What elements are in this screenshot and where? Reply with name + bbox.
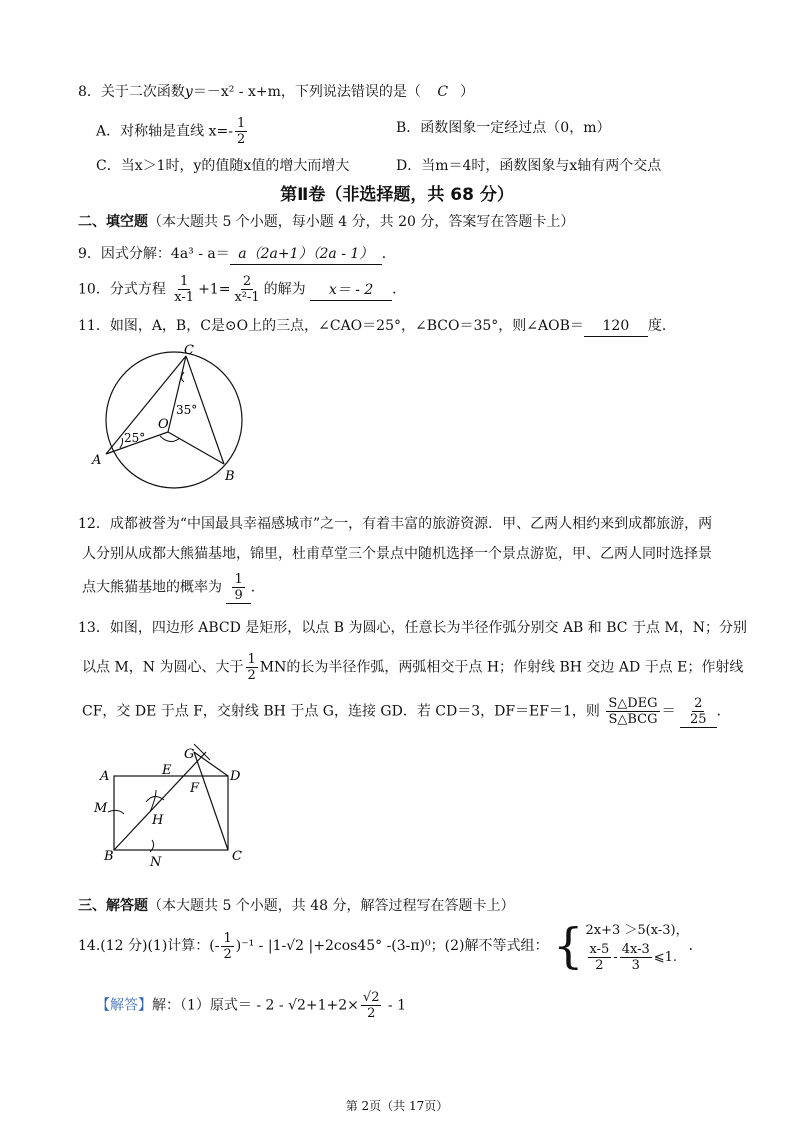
q12-line2: 人分别从成都大熊猫基地，锦里，杜甫草堂三个景点中随机选择一个景点游览，甲、乙两人同时选择景 — [82, 546, 712, 562]
inequality-system: { 2x+3 ＞5(x-3)， $\frac{x-5}{2}$ - $\frac{4x-3}{3}$ ⩽1. — [552, 918, 689, 974]
q13-figure — [90, 742, 260, 872]
q8-option-d: D．当m＝4时，函数图象与x轴有两个交点 — [396, 158, 662, 174]
section2-title: 第Ⅱ卷（非选择题，共 68 分） — [280, 185, 514, 205]
solution: 【解答】解：（1）原式＝ - 2 - √2+1+2× $\frac{√2}{2}$ - 1 — [96, 990, 407, 1021]
part2-heading: 二、填空题（本大题共 5 个小题，每小题 4 分，共 20 分，答案写在答题卡上） — [78, 214, 575, 230]
label-d: D — [230, 769, 241, 784]
q11-answer: 120 — [584, 316, 648, 337]
q13-line1: 13．如图，四边形 ABCD 是矩形，以点 B 为圆心，任意长为半径作弧分别交 AB 和 BC 于点 M，N；分别 — [78, 620, 747, 636]
q11: 11．如图，A，B，C是⊙O上的三点，∠CAO＝25°，∠BCO＝35°，则∠AOB＝ 120 度． — [78, 316, 676, 337]
q13-line3: CF，交 DE 于点 F，交射线 BH 于点 G，连接 GD．若 CD＝3，DF＝EF＝1，则 $\frac{\text{S△DEG}}{\text{S△BCG}}$ ＝ $\frac{2}{25}$ ． — [82, 696, 731, 727]
q11-figure — [88, 344, 258, 494]
q8-option-c: C．当x＞1时，y的值随x值的增大而增大 — [96, 158, 350, 174]
label-c: C — [184, 344, 194, 358]
q13-line2: 以点 M，N 为圆心、大于 $\frac{1}{2}$ MN的长为半径作弧，两弧相交于点 H；作射线 BH 交边 AD 于点 E；作射线 — [82, 652, 744, 683]
q12-line3: 点大熊猫基地的概率为 $\frac{1}{9}$ ． — [82, 572, 265, 603]
part3-heading: 三、解答题（本大题共 5 个小题，共 48 分，解答过程写在答题卡上） — [78, 898, 515, 914]
label-b: B — [225, 469, 235, 484]
label-a: A — [92, 453, 102, 468]
q12-line1: 12．成都被誉为“中国最具幸福感城市”之一，有着丰富的旅游资源．甲、乙两人相约来到成都旅游，两 — [78, 516, 713, 532]
q12-answer: $\frac{1}{9}$ — [226, 572, 250, 604]
q8-option-a: A．对称轴是直线 x=- $\frac{1}{2}$ — [96, 116, 246, 147]
q9-answer: a（2a+1）（2a - 1） — [230, 244, 382, 265]
q8-stem: 8．关于二次函数y＝－x² - x+m，下列说法错误的是（ C ） — [78, 84, 475, 100]
label-h: H — [152, 813, 164, 828]
rectangle-abcd — [114, 776, 228, 850]
label-a: A — [100, 769, 110, 784]
label-c: C — [232, 849, 242, 864]
q8-option-b: B．函数图象一定经过点（0，m） — [396, 120, 611, 136]
label-e: E — [162, 763, 172, 778]
label-b: B — [104, 849, 114, 864]
q13-answer: $\frac{2}{25}$ — [680, 696, 717, 728]
angle-35: 35° — [176, 403, 198, 417]
label-n: N — [150, 855, 162, 870]
label-g: G — [184, 747, 195, 762]
label-f: F — [190, 781, 200, 796]
page-footer: 第 2页（共 17页） — [345, 1099, 449, 1113]
solution-label: 【解答】 — [96, 997, 152, 1014]
q10-answer: x＝ - 2 — [310, 280, 392, 301]
label-o: O — [158, 417, 169, 432]
label-m: M — [94, 801, 108, 816]
q8-answer: C — [437, 84, 449, 100]
circle-o — [106, 352, 242, 488]
q10: 10．分式方程 $\frac{1}{x-1}$ +1= $\frac{2}{\text{x²-1}}$ 的解为 x＝ - 2 ． — [78, 274, 407, 305]
q9: 9．因式分解：4a³ - a＝ a（2a+1）（2a - 1） ． — [78, 244, 396, 265]
q14: 14.(12 分)(1)计算：(- $\frac{1}{2}$ )⁻¹ - |1-√2 |+2cos45° -(3-π)⁰；(2)解不等式组： { 2x+3 ＞5(x-3)， $\frac{x-5}{2}$ - $\frac{4x-3}{3}$ ⩽1. ． — [78, 918, 703, 974]
angle-25: 25° — [124, 431, 146, 445]
